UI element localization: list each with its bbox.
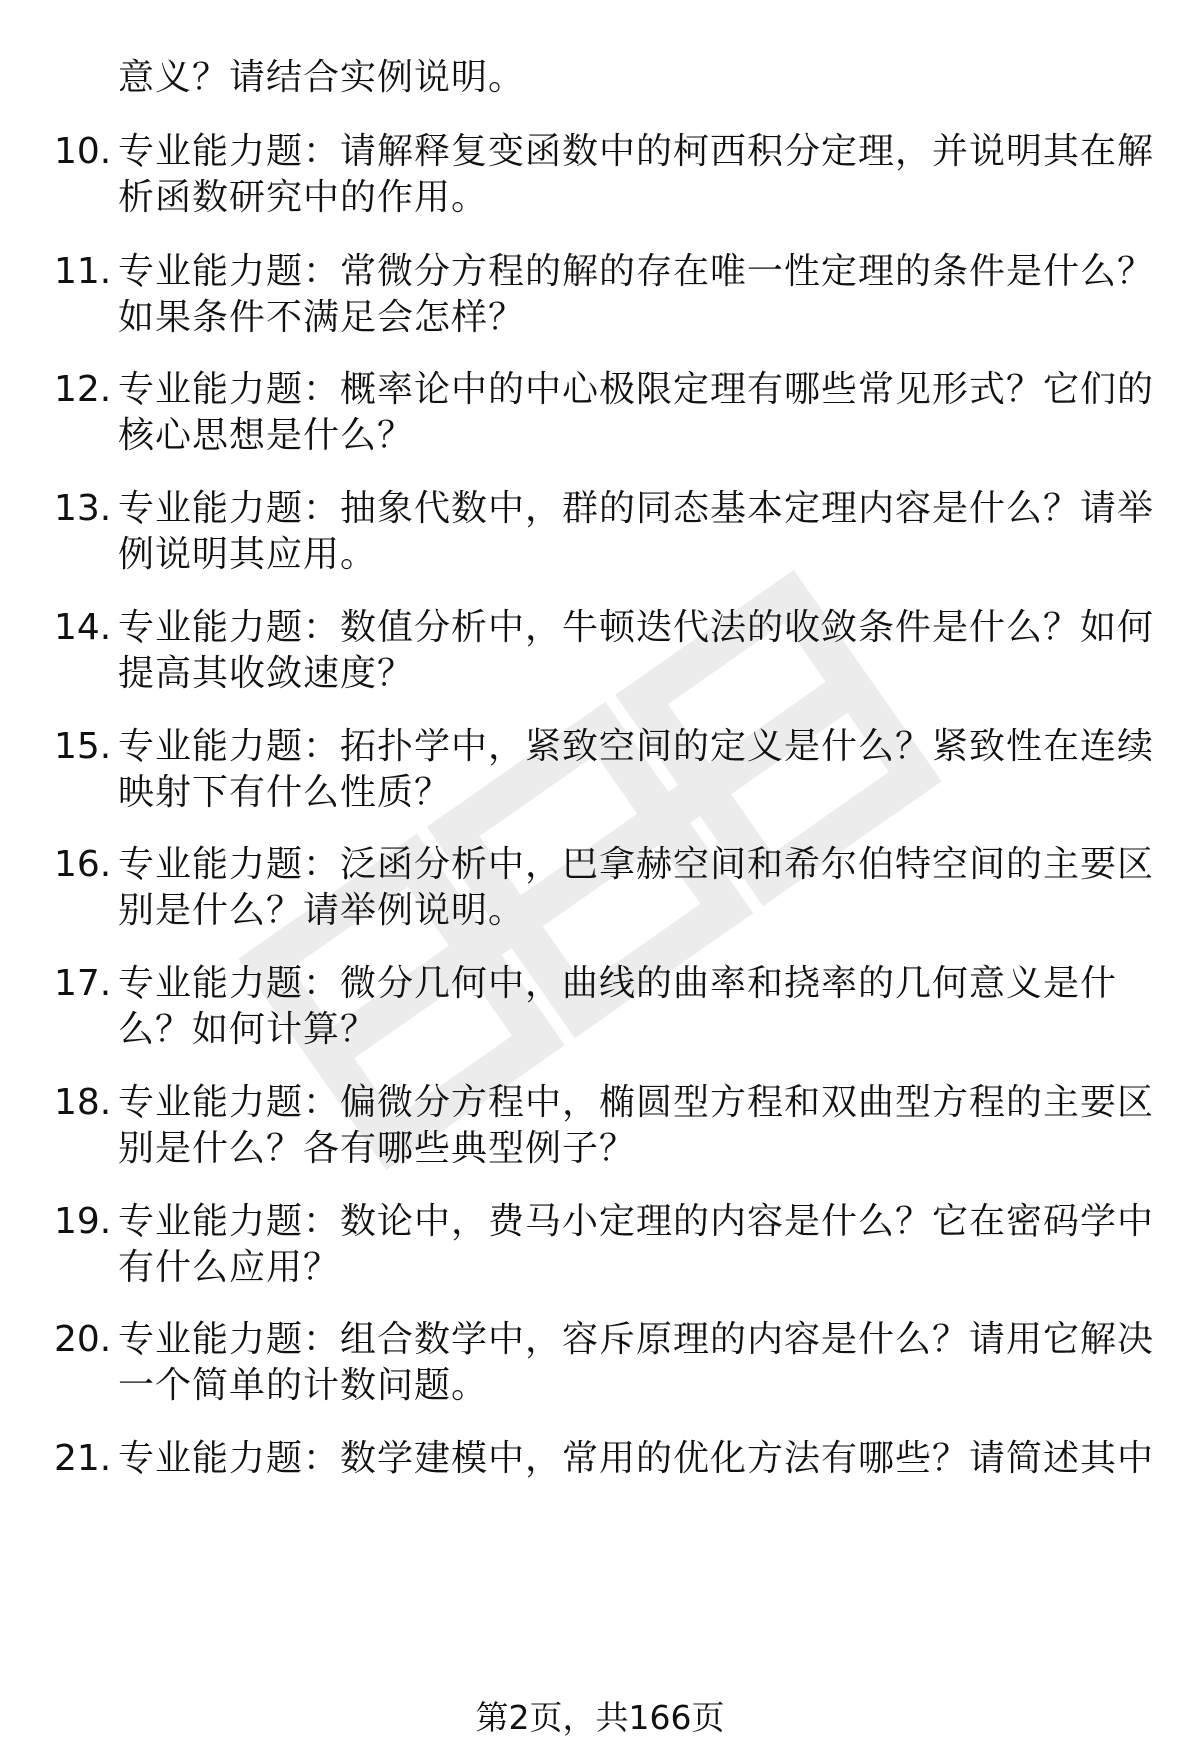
item-text: 专业能力题：概率论中的中心极限定理有哪些常见形式？它们的 bbox=[118, 369, 1155, 410]
item-text: 专业能力题：抽象代数中，群的同态基本定理内容是什么？请举 bbox=[118, 488, 1155, 529]
item-number: 16. bbox=[54, 844, 112, 885]
item-number: 19. bbox=[54, 1201, 112, 1242]
item-number: 10. bbox=[54, 131, 112, 172]
item-number: 13. bbox=[54, 488, 112, 529]
item-number: 12. bbox=[54, 369, 112, 410]
item-text: 别是什么？各有哪些典型例子？ bbox=[118, 1128, 637, 1169]
item-text: 专业能力题：拓扑学中，紧致空间的定义是什么？紧致性在连续 bbox=[118, 726, 1155, 767]
continuation-line: 意义？请结合实例说明。 bbox=[118, 57, 526, 98]
item-text: 有什么应用？ bbox=[118, 1247, 341, 1288]
item-text: 专业能力题：数学建模中，常用的优化方法有哪些？请简述其中 bbox=[118, 1438, 1155, 1479]
item-number: 18. bbox=[54, 1082, 112, 1123]
item-text: 专业能力题：常微分方程的解的存在唯一性定理的条件是什么？ bbox=[118, 251, 1155, 292]
page-footer: 第2页，共166页 bbox=[475, 1698, 725, 1737]
item-text: 核心思想是什么？ bbox=[118, 415, 415, 456]
item-number: 14. bbox=[54, 607, 112, 648]
item-text: 映射下有什么性质？ bbox=[118, 772, 452, 813]
item-text: 例说明其应用。 bbox=[118, 534, 378, 575]
item-text: 如果条件不满足会怎样？ bbox=[118, 297, 526, 338]
item-text: 一个简单的计数问题。 bbox=[118, 1365, 489, 1406]
item-text: 专业能力题：请解释复变函数中的柯西积分定理，并说明其在解 bbox=[118, 131, 1155, 172]
item-text: 专业能力题：微分几何中，曲线的曲率和挠率的几何意义是什 bbox=[118, 963, 1118, 1004]
item-text: 析函数研究中的作用。 bbox=[118, 177, 489, 218]
item-text: 提高其收敛速度？ bbox=[118, 653, 415, 694]
item-number: 11. bbox=[54, 251, 112, 292]
item-number: 17. bbox=[54, 963, 112, 1004]
item-text: 么？如何计算？ bbox=[118, 1009, 378, 1050]
item-text: 别是什么？请举例说明。 bbox=[118, 890, 526, 931]
item-number: 21. bbox=[54, 1438, 112, 1479]
item-number: 20. bbox=[54, 1319, 112, 1360]
item-number: 15. bbox=[54, 726, 112, 767]
item-text: 专业能力题：数论中，费马小定理的内容是什么？它在密码学中 bbox=[118, 1201, 1155, 1242]
item-text: 专业能力题：泛函分析中，巴拿赫空间和希尔伯特空间的主要区 bbox=[118, 844, 1155, 885]
item-text: 专业能力题：数值分析中，牛顿迭代法的收敛条件是什么？如何 bbox=[118, 607, 1155, 648]
item-text: 专业能力题：偏微分方程中，椭圆型方程和双曲型方程的主要区 bbox=[118, 1082, 1155, 1123]
item-text: 专业能力题：组合数学中，容斥原理的内容是什么？请用它解决 bbox=[118, 1319, 1155, 1360]
